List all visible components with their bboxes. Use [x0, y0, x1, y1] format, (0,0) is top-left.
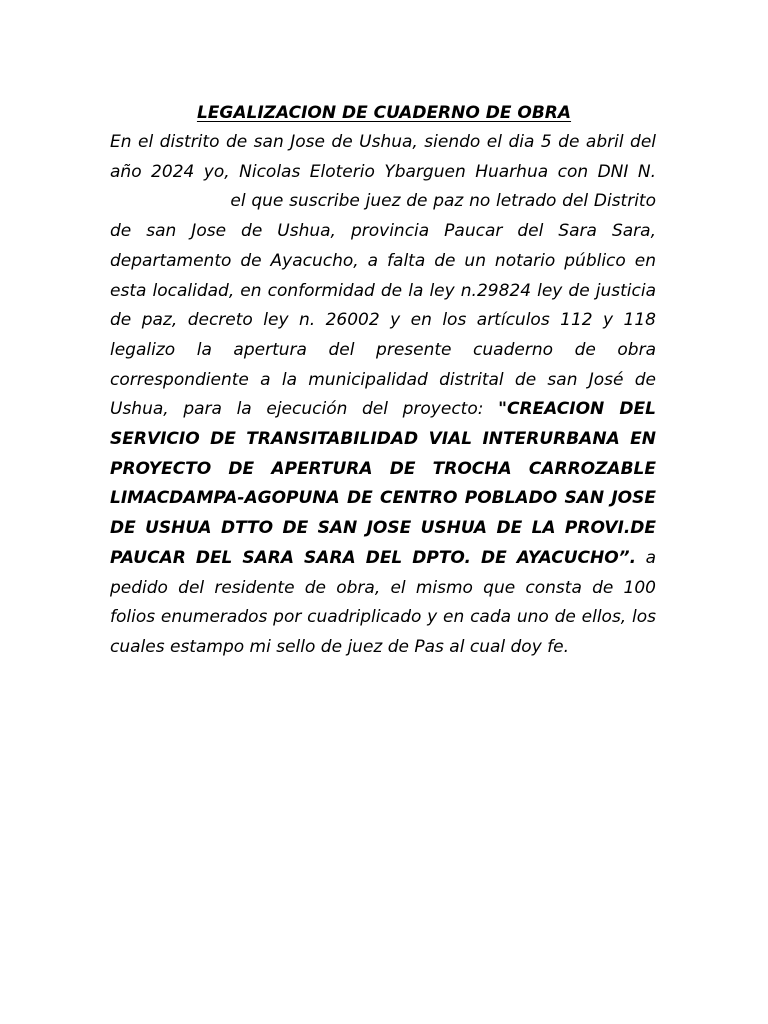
project-name: "CREACION DEL SERVICIO DE TRANSITABILIDAD VIAL INTERURBANA EN PROYECTO DE APERTURA DE TROCHA CARROZABLE LIMACDAMPA-AGOPUNA DE CENTRO POBLADO SAN JOSE DE USHUA DTTO DE SAN JOSE USHUA DE LA PROVI.DE PAUCAR DEL SARA SARA DEL DPTO. DE AYACUCHO”. — [110, 399, 656, 568]
document-title: LEGALIZACION DE CUADERNO DE OBRA — [196, 103, 572, 123]
document-body — [110, 128, 656, 663]
body-closing: a pedido del residente de obra, el mismo que consta de 100 folios enumerados por cuadriplicado y en cada uno de ellos, los cuales estampo mi sello de juez de Pas al cual doy fe. — [110, 547, 656, 657]
body-main: el que suscribe juez de paz no letrado del Distrito de san Jose de Ushua, provincia Paucar del Sara Sara, departamento de Ayacucho, a falta de un notario público en esta localidad, en conformidad de la ley n.29824 ley de justicia de paz, decreto ley n. 26002 y en los artículos 112 y 118 legalizo la apertura del presente cuaderno de obra correspondiente a la municipalidad distrital de san José de Ushua, para la ejecución del proyecto: — [110, 191, 657, 420]
dni-blank — [110, 191, 225, 211]
body-intro: En el distrito de san Jose de Ushua, siendo el dia 5 de abril del año 2024 yo, Nicolas Eloterio Ybarguen Huarhua con DNI N. — [110, 132, 656, 182]
